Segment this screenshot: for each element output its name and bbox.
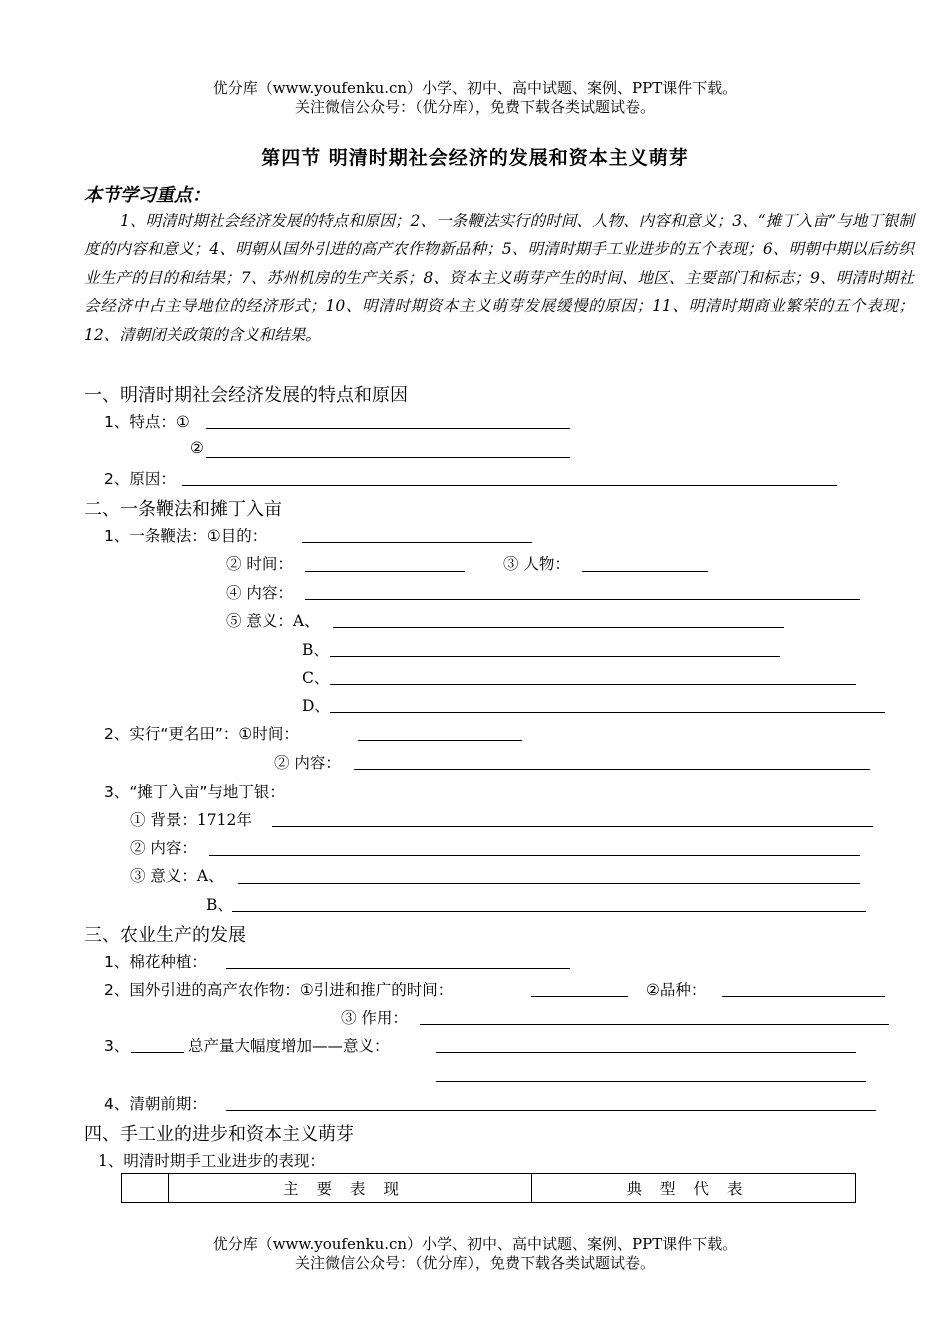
s2-person-label: ③ 人物： [503,555,570,573]
s3-output-meaning-blank-2[interactable] [436,1081,866,1082]
s3-crops-time-label: 2、国外引进的高产农作物：①引进和推广的时间： [104,981,454,999]
s3-output-number: 3、 [104,1037,130,1055]
s2-whip-purpose-label: 1、一条鞭法：①目的： [104,527,268,545]
s2-meaning-b-label: B、 [302,641,329,659]
s2-meaning-d-label: D、 [302,697,330,715]
s3-crops-effect-label: ③ 作用： [341,1009,408,1027]
s3-cotton-blank[interactable] [226,968,570,969]
s2-background-label: ① 背景：1712年 [130,811,252,829]
s2-rename-content-blank[interactable] [354,769,870,770]
s2-tanding-meaning-b-label: B、 [206,896,233,914]
header-line-1: 优分库（www.youfenku.cn）小学、初中、高中试题、案例、PPT课件下载。 [212,79,738,97]
s4-handicraft-label: 1、明清时期手工业进步的表现： [98,1152,325,1170]
section-4-title: 四、手工业的进步和资本主义萌芽 [84,1124,354,1145]
table-header-row [122,1174,856,1203]
s1-feature-2-blank[interactable] [206,457,570,458]
s2-content-label: ④ 内容： [226,584,293,602]
s2-meaning-a-label: ⑤ 意义：A、 [226,612,320,630]
s2-content-blank[interactable] [305,599,860,600]
footer-line-2: 关注微信公众号：（优分库），免费下载各类试题试卷。 [294,1254,655,1272]
section-3-title: 三、农业生产的发展 [84,925,246,946]
section-2-title: 二、一条鞭法和摊丁入亩 [84,499,282,520]
s1-feature-2-label: ② [190,439,204,457]
table-header-main: 主要表现 [169,1174,532,1203]
s2-tanding-content-label: ② 内容： [130,839,197,857]
s3-crops-variety-label: ②品种： [646,981,707,999]
key-points-heading: 本节学习重点： [84,185,210,206]
s3-crops-effect-blank[interactable] [420,1024,889,1025]
s2-tanding-meaning-b-blank[interactable] [232,911,866,912]
s3-early-qing-label: 4、清朝前期： [104,1095,207,1113]
s1-reason-label: 2、原因： [104,470,176,488]
s3-output-subject-blank[interactable] [131,1052,184,1053]
table-header-index [122,1174,169,1203]
s3-crops-time-blank[interactable] [531,996,628,997]
s2-meaning-c-label: C、 [302,669,330,687]
s2-rename-time-label: 2、实行“更名田”：①时间： [104,725,299,743]
footer-line-1: 优分库（www.youfenku.cn）小学、初中、高中试题、案例、PPT课件下载。 [212,1235,738,1253]
s2-tanding-meaning-a-blank[interactable] [238,883,860,884]
table-header-typical: 典型代表 [532,1174,856,1203]
s2-tanding-label: 3、“摊丁入亩”与地丁银： [104,783,285,801]
s2-rename-content-label: ② 内容： [274,754,341,772]
s2-tanding-meaning-a-label: ③ 意义：A、 [130,867,224,885]
s3-crops-variety-blank[interactable] [722,996,885,997]
s2-time-blank[interactable] [305,571,465,572]
s2-background-blank[interactable] [272,826,873,827]
s2-meaning-b-blank[interactable] [330,656,780,657]
s3-cotton-label: 1、棉花种植： [104,953,207,971]
s3-output-label: 总产量大幅度增加——意义： [188,1037,390,1055]
s2-person-blank[interactable] [582,571,708,572]
s2-meaning-c-blank[interactable] [330,684,856,685]
s3-early-qing-blank[interactable] [226,1110,876,1111]
s2-rename-time-blank[interactable] [358,740,522,741]
header-line-2: 关注微信公众号：（优分库），免费下载各类试题试卷。 [294,98,655,116]
s2-tanding-content-blank[interactable] [209,855,860,856]
s1-reason-blank[interactable] [182,485,837,486]
s2-meaning-d-blank[interactable] [330,712,885,713]
handicraft-table [121,1173,856,1203]
key-points-body: 1、明清时期社会经济发展的特点和原因；2、一条鞭法实行的时间、人物、内容和意义；3、“摊丁入亩”与地丁银制度的内容和意义；4、明朝从国外引进的高产农作物新品种；5、明清时期手工业进步的五个表现；6、明朝中期以后纺织业生产的目的和结果；7、苏州机房的生产关系；8、资本主义萌芽产生的时间、地区、主要部门和标志；9、明清时期社会经济中占主导地位的经济形式；10、明清时期资本主义萌芽发展缓慢的原因；11、明清时期商业繁荣的五个表现；12、清朝闭关政策的含义和结果。 [84,212,914,344]
s2-time-label: ② 时间： [226,555,293,573]
s1-feature-1-blank[interactable] [206,428,570,429]
s1-feature-label: 1、特点：① [104,413,190,431]
page-title: 第四节 明清时期社会经济的发展和资本主义萌芽 [261,147,689,169]
section-1-title: 一、明清时期社会经济发展的特点和原因 [84,385,408,406]
s2-meaning-a-blank[interactable] [333,627,784,628]
s2-whip-purpose-blank[interactable] [302,542,532,543]
s3-output-meaning-blank-1[interactable] [436,1052,856,1053]
